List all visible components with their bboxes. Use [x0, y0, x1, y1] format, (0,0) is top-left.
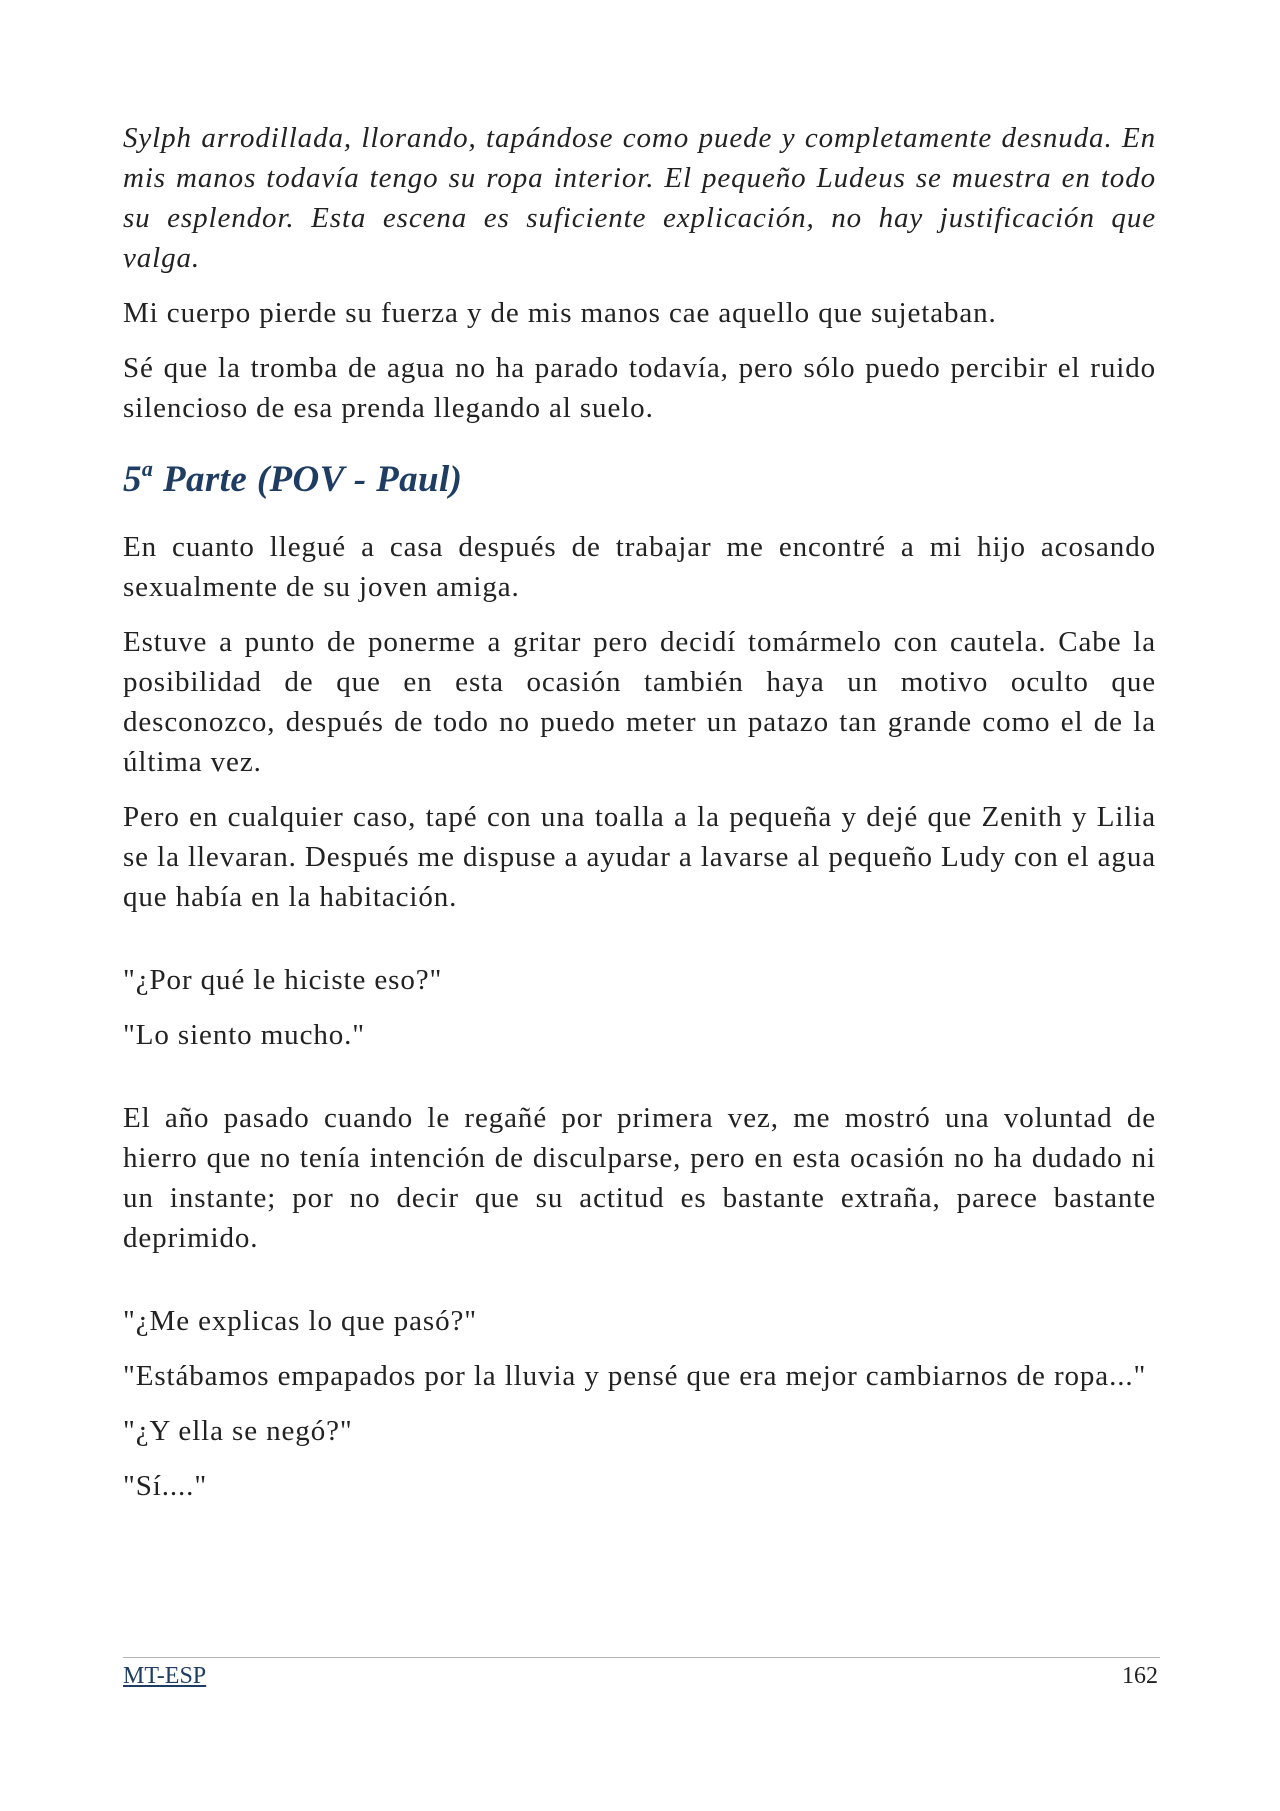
paragraph: Mi cuerpo pierde su fuerza y de mis manos cae aquello que sujetaban.: [123, 297, 997, 329]
paragraph: Pero en cualquier caso, tapé con una toalla a la pequeña y dejé que Zenith y Lilia se la llevaran. Después me dispuse a ayudar a lavarse al pequeño Ludy con el agua que había en la habitación.: [123, 801, 1156, 913]
page-number: 162: [1122, 1663, 1158, 1689]
paragraph-italic-scene: Sylph arrodillada, llorando, tapándose como puede y completamente desnuda. En mis manos todavía tengo su ropa interior. El pequeño Ludeus se muestra en todo su esplendor. Esta escena es suficiente explicación, no hay justificación que valga.: [123, 122, 1156, 274]
section-heading-ordinal: a: [141, 456, 154, 481]
paragraph: El año pasado cuando le regañé por primera vez, me mostró una voluntad de hierro que no tenía intención de disculparse, pero en esta ocasión no ha dudado ni un instante; por no decir que su actitud es bastante extraña, parece bastante deprimido.: [123, 1102, 1156, 1254]
dialogue-line: "Lo siento mucho.": [123, 1019, 366, 1051]
footer-link-mt-esp[interactable]: MT-ESP: [123, 1663, 207, 1689]
dialogue-line: "¿Y ella se negó?": [123, 1415, 353, 1447]
dialogue-line: "¿Por qué le hiciste eso?": [123, 964, 443, 996]
paragraph: Estuve a punto de ponerme a gritar pero decidí tomármelo con cautela. Cabe la posibilidad de que en esta ocasión también haya un motivo oculto que desconozco, después de todo no puedo meter un patazo tan grande como el de la última vez.: [123, 626, 1156, 778]
section-heading-number: 5: [123, 459, 142, 500]
section-heading: [123, 457, 1156, 503]
dialogue-line: "Sí....": [123, 1470, 208, 1502]
dialogue-line: "¿Me explicas lo que pasó?": [123, 1305, 477, 1337]
paragraph: En cuanto llegué a casa después de trabajar me encontré a mi hijo acosando sexualmente de su joven amiga.: [123, 531, 1156, 603]
paragraph: Sé que la tromba de agua no ha parado todavía, pero sólo puedo percibir el ruido silencioso de esa prenda llegando al suelo.: [123, 352, 1156, 424]
footer-divider: [123, 1657, 1160, 1658]
section-heading-text: Parte (POV - Paul): [153, 459, 463, 500]
page-body: [123, 118, 1156, 1506]
dialogue-line: "Estábamos empapados por la lluvia y pensé que era mejor cambiarnos de ropa...": [123, 1360, 1147, 1392]
